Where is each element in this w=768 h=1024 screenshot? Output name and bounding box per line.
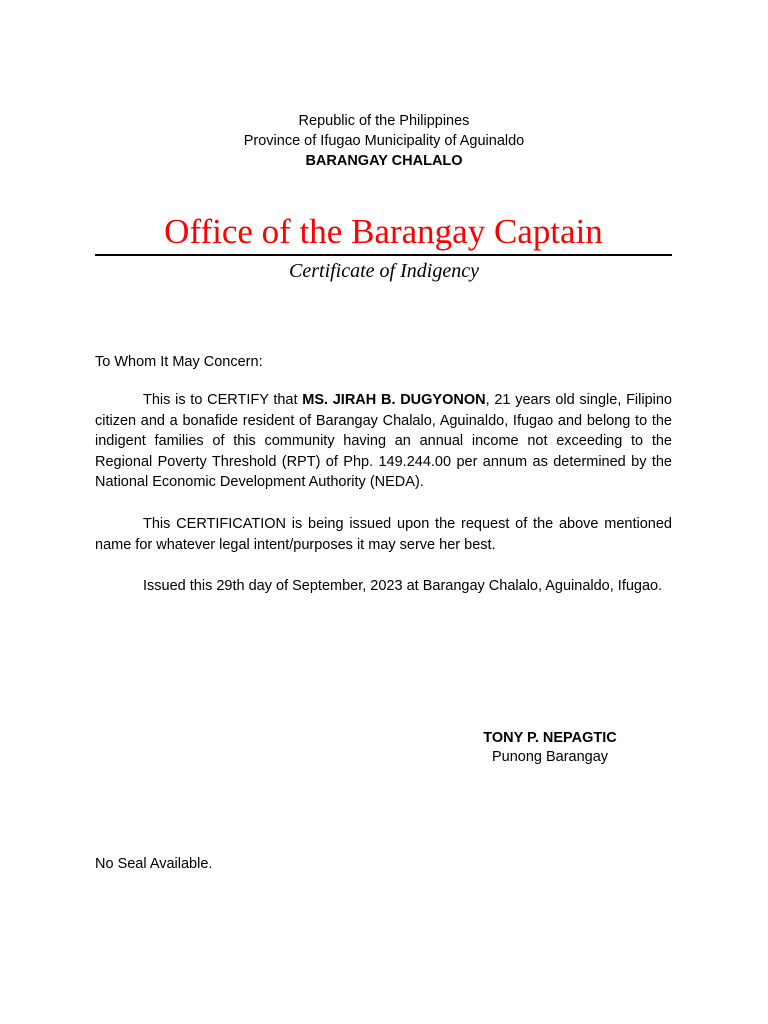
- issuance-paragraph: Issued this 29th day of September, 2023 at Barangay Chalalo, Aguinaldo, Ifugao.: [143, 578, 663, 594]
- seal-note: No Seal Available.: [95, 856, 213, 872]
- signature-block: [430, 729, 670, 766]
- letterhead-country: Republic of the Philippines: [298, 113, 470, 129]
- letterhead-province-municipality: Province of Ifugao Municipality of Aguinaldo: [243, 133, 525, 149]
- signatory-name: TONY P. NEPAGTIC: [483, 730, 617, 746]
- certification-paragraph: [95, 390, 672, 493]
- certify-intro-text: This is to CERTIFY that: [143, 392, 303, 408]
- recipient-name: MS. JIRAH B. DUGYONON: [302, 392, 486, 408]
- purpose-paragraph: This CERTIFICATION is being issued upon the request of the above mentioned name for whatever legal intent/purposes it may serve her best.: [95, 516, 672, 553]
- letterhead-barangay: BARANGAY CHALALO: [305, 153, 463, 169]
- letterhead: [0, 111, 768, 171]
- certificate-subtitle: Certificate of Indigency: [289, 260, 479, 282]
- salutation: To Whom It May Concern:: [95, 354, 263, 370]
- office-title: Office of the Barangay Captain: [95, 210, 672, 256]
- recipient-details-text: , 21 years old single, Filipino citizen and a bonafide resident of Barangay Chalalo, Aguinaldo, Ifugao and belong to the indigent families of this community having an annual income not exceeding to the Regional Poverty Threshold (RPT) of Php. 149.244.00 per annum as determined by the National Economic Development Authority (NEDA).: [95, 392, 672, 490]
- signatory-position: Punong Barangay: [491, 748, 609, 765]
